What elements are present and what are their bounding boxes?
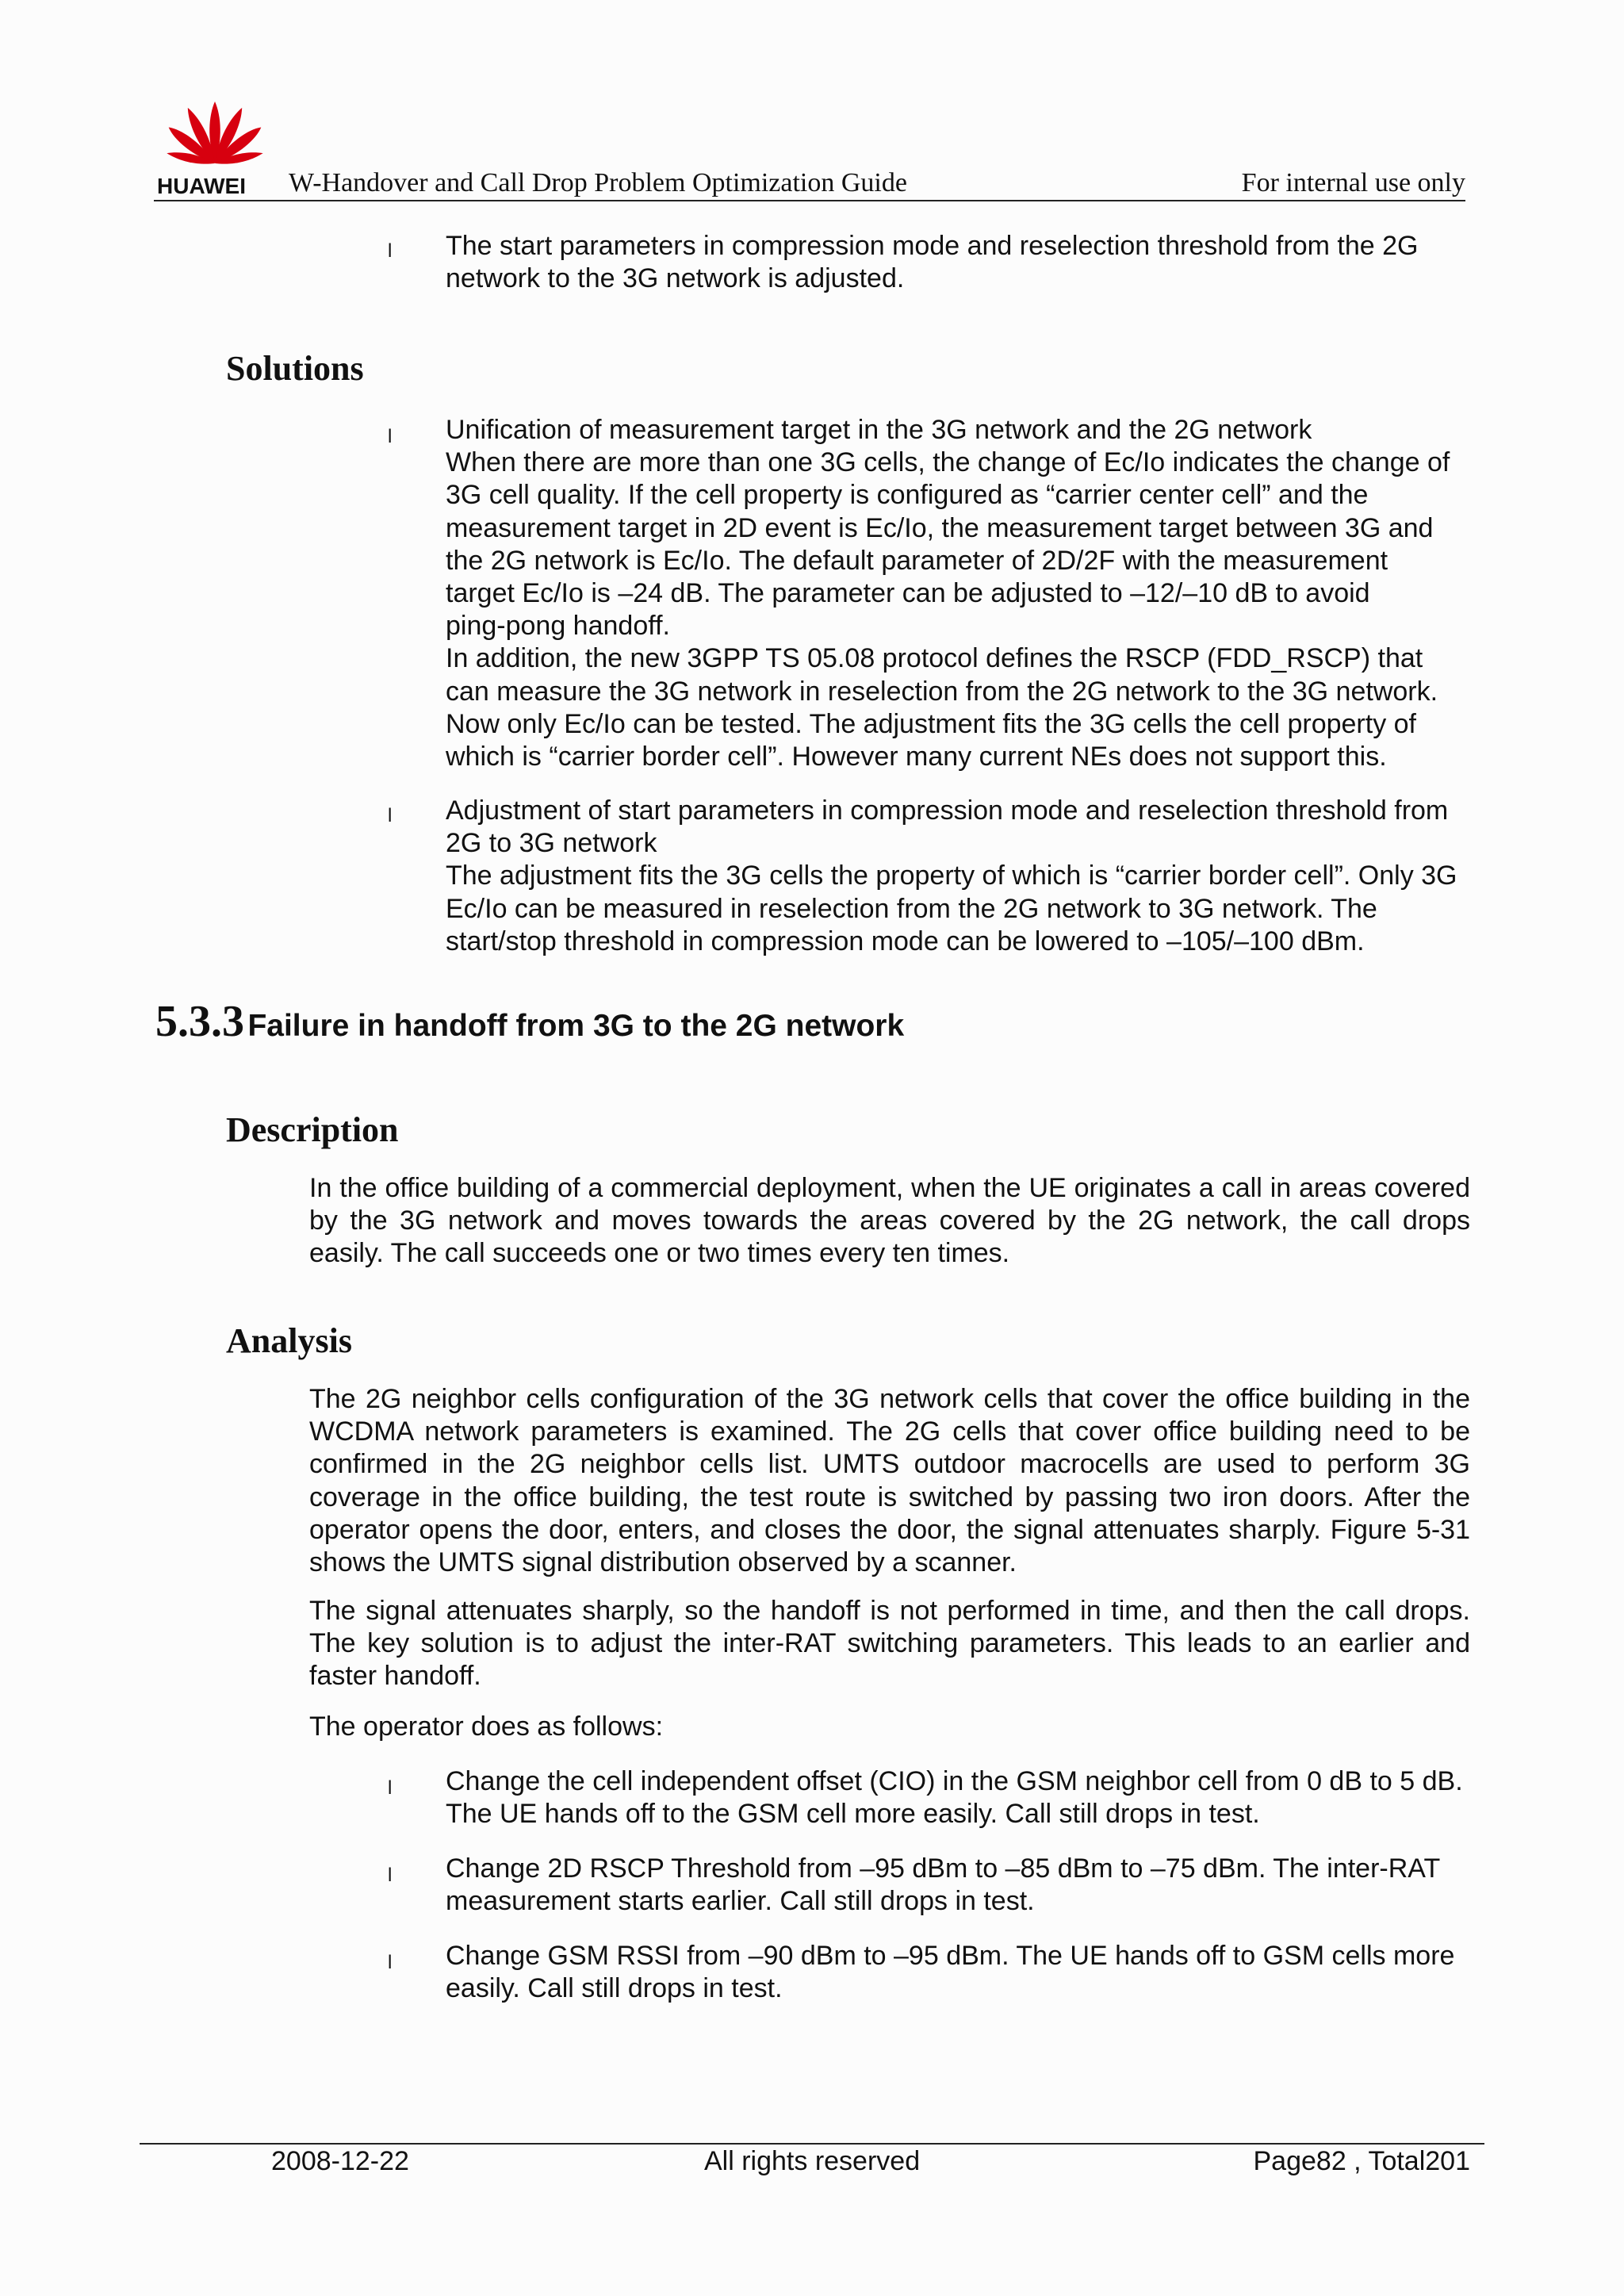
footer-rights: All rights reserved: [704, 2146, 921, 2176]
analysis-step-1: [446, 1765, 1463, 1830]
solutions-bullet-2: [446, 795, 1457, 958]
analysis-heading: Analysis: [226, 1321, 352, 1360]
text-line: The start parameters in compression mode and reselection threshold from the 2G: [446, 231, 1419, 261]
analysis-paragraph-1: The 2G neighbor cells configuration of the 3G network cells that cover the office building in the WCDMA network parameters is examined. The 2G cells that cover office building need to be confirmed in the 2G neighbor cells list. UMTS outdoor macrocells are used to perform 3G coverage in the office building, the test route is switched by passing two iron doors. After the operator opens the door, enters, and closes the door, the signal attenuates sharply. Figure 5-31 shows the UMTS signal distribution observed by a scanner.: [309, 1384, 1470, 1578]
text-line: 2G to 3G network: [446, 828, 657, 859]
text-line: 3G cell quality. If the cell property is configured as “carrier center cell” and the: [446, 480, 1369, 511]
bullet-marker: l: [388, 426, 393, 447]
text-line: start/stop threshold in compression mode can be lowered to –105/–100 dBm.: [446, 926, 1365, 956]
analysis-paragraph-3: The operator does as follows:: [309, 1711, 664, 1742]
text-line: measurement starts earlier. Call still drops in test.: [446, 1886, 1035, 1917]
huawei-logo: [155, 94, 274, 198]
analysis-step-2: [446, 1853, 1440, 1918]
bullet-marker: l: [388, 805, 393, 826]
huawei-flower-icon: [155, 94, 274, 198]
section-number: 5.3.3: [155, 997, 244, 1046]
header-classification: For internal use only: [1241, 168, 1465, 197]
text-line: Unification of measurement target in the 3G network and the 2G network: [446, 415, 1312, 445]
text-line: Now only Ec/Io can be tested. The adjustment fits the 3G cells the cell property of: [446, 708, 1416, 739]
text-line: The adjustment fits the 3G cells the property of which is “carrier border cell”. Only 3G: [446, 861, 1457, 891]
text-line: When there are more than one 3G cells, the change of Ec/Io indicates the change of: [446, 447, 1450, 478]
description-paragraph: In the office building of a commercial deployment, when the UE originates a call in areas covered by the 3G network and moves towards the areas covered by the 2G network, the call drops easily. The call succeeds one or two times every ten times.: [309, 1173, 1470, 1269]
text-line: Change the cell independent offset (CIO) in the GSM neighbor cell from 0 dB to 5 dB.: [446, 1766, 1463, 1796]
analysis-step-3: [446, 1940, 1454, 2005]
text-line: Change 2D RSCP Threshold from –95 dBm to –85 dBm to –75 dBm. The inter-RAT: [446, 1853, 1441, 1884]
section-heading: [155, 998, 904, 1045]
text-line: network to the 3G network is adjusted.: [446, 263, 905, 294]
text-line: In addition, the new 3GPP TS 05.08 protocol defines the RSCP (FDD_RSCP) that: [446, 643, 1423, 674]
text-line: target Ec/Io is –24 dB. The parameter can be adjusted to –12/–10 dB to avoid: [446, 578, 1370, 609]
solutions-bullet-1: [446, 414, 1450, 773]
footer-page-number: Page82 , Total201: [1253, 2146, 1470, 2176]
header-divider: [154, 200, 1465, 201]
text-line: which is “carrier border cell”. However many current NEs does not support this.: [446, 742, 1387, 772]
footer-divider: [140, 2143, 1484, 2145]
text-line: measurement target in 2D event is Ec/Io, the measurement target between 3G and: [446, 512, 1434, 543]
bullet-marker: l: [388, 1865, 393, 1886]
text-line: Adjustment of start parameters in compression mode and reselection threshold from: [446, 795, 1449, 826]
text-line: easily. Call still drops in test.: [446, 1973, 783, 2004]
logo-wordmark: HUAWEI: [157, 174, 246, 198]
solutions-heading: Solutions: [226, 349, 364, 388]
bullet-marker: l: [388, 1952, 393, 1973]
text-line: the 2G network is Ec/Io. The default parameter of 2D/2F with the measurement: [446, 545, 1388, 576]
bullet-marker: l: [388, 1777, 393, 1799]
text-line: can measure the 3G network in reselection from the 2G network to the 3G network.: [446, 676, 1438, 707]
description-heading: Description: [226, 1110, 399, 1149]
footer-date: 2008-12-22: [271, 2146, 409, 2176]
text-line: The UE hands off to the GSM cell more easily. Call still drops in test.: [446, 1799, 1260, 1830]
analysis-paragraph-2: The signal attenuates sharply, so the handoff is not performed in time, and then the call drops. The key solution is to adjust the inter-RAT switching parameters. This leads to an earlier and faster handoff.: [309, 1596, 1470, 1692]
bullet-marker: l: [388, 240, 393, 262]
header-title: W-Handover and Call Drop Problem Optimization Guide: [289, 168, 907, 197]
text-line: Change GSM RSSI from –90 dBm to –95 dBm. The UE hands off to GSM cells more: [446, 1941, 1455, 1971]
text-line: ping-pong handoff.: [446, 611, 670, 642]
intro-bullet: [446, 230, 1418, 295]
text-line: Ec/Io can be measured in reselection from the 2G network to 3G network. The: [446, 893, 1377, 924]
section-title: Failure in handoff from 3G to the 2G network: [247, 1009, 905, 1043]
